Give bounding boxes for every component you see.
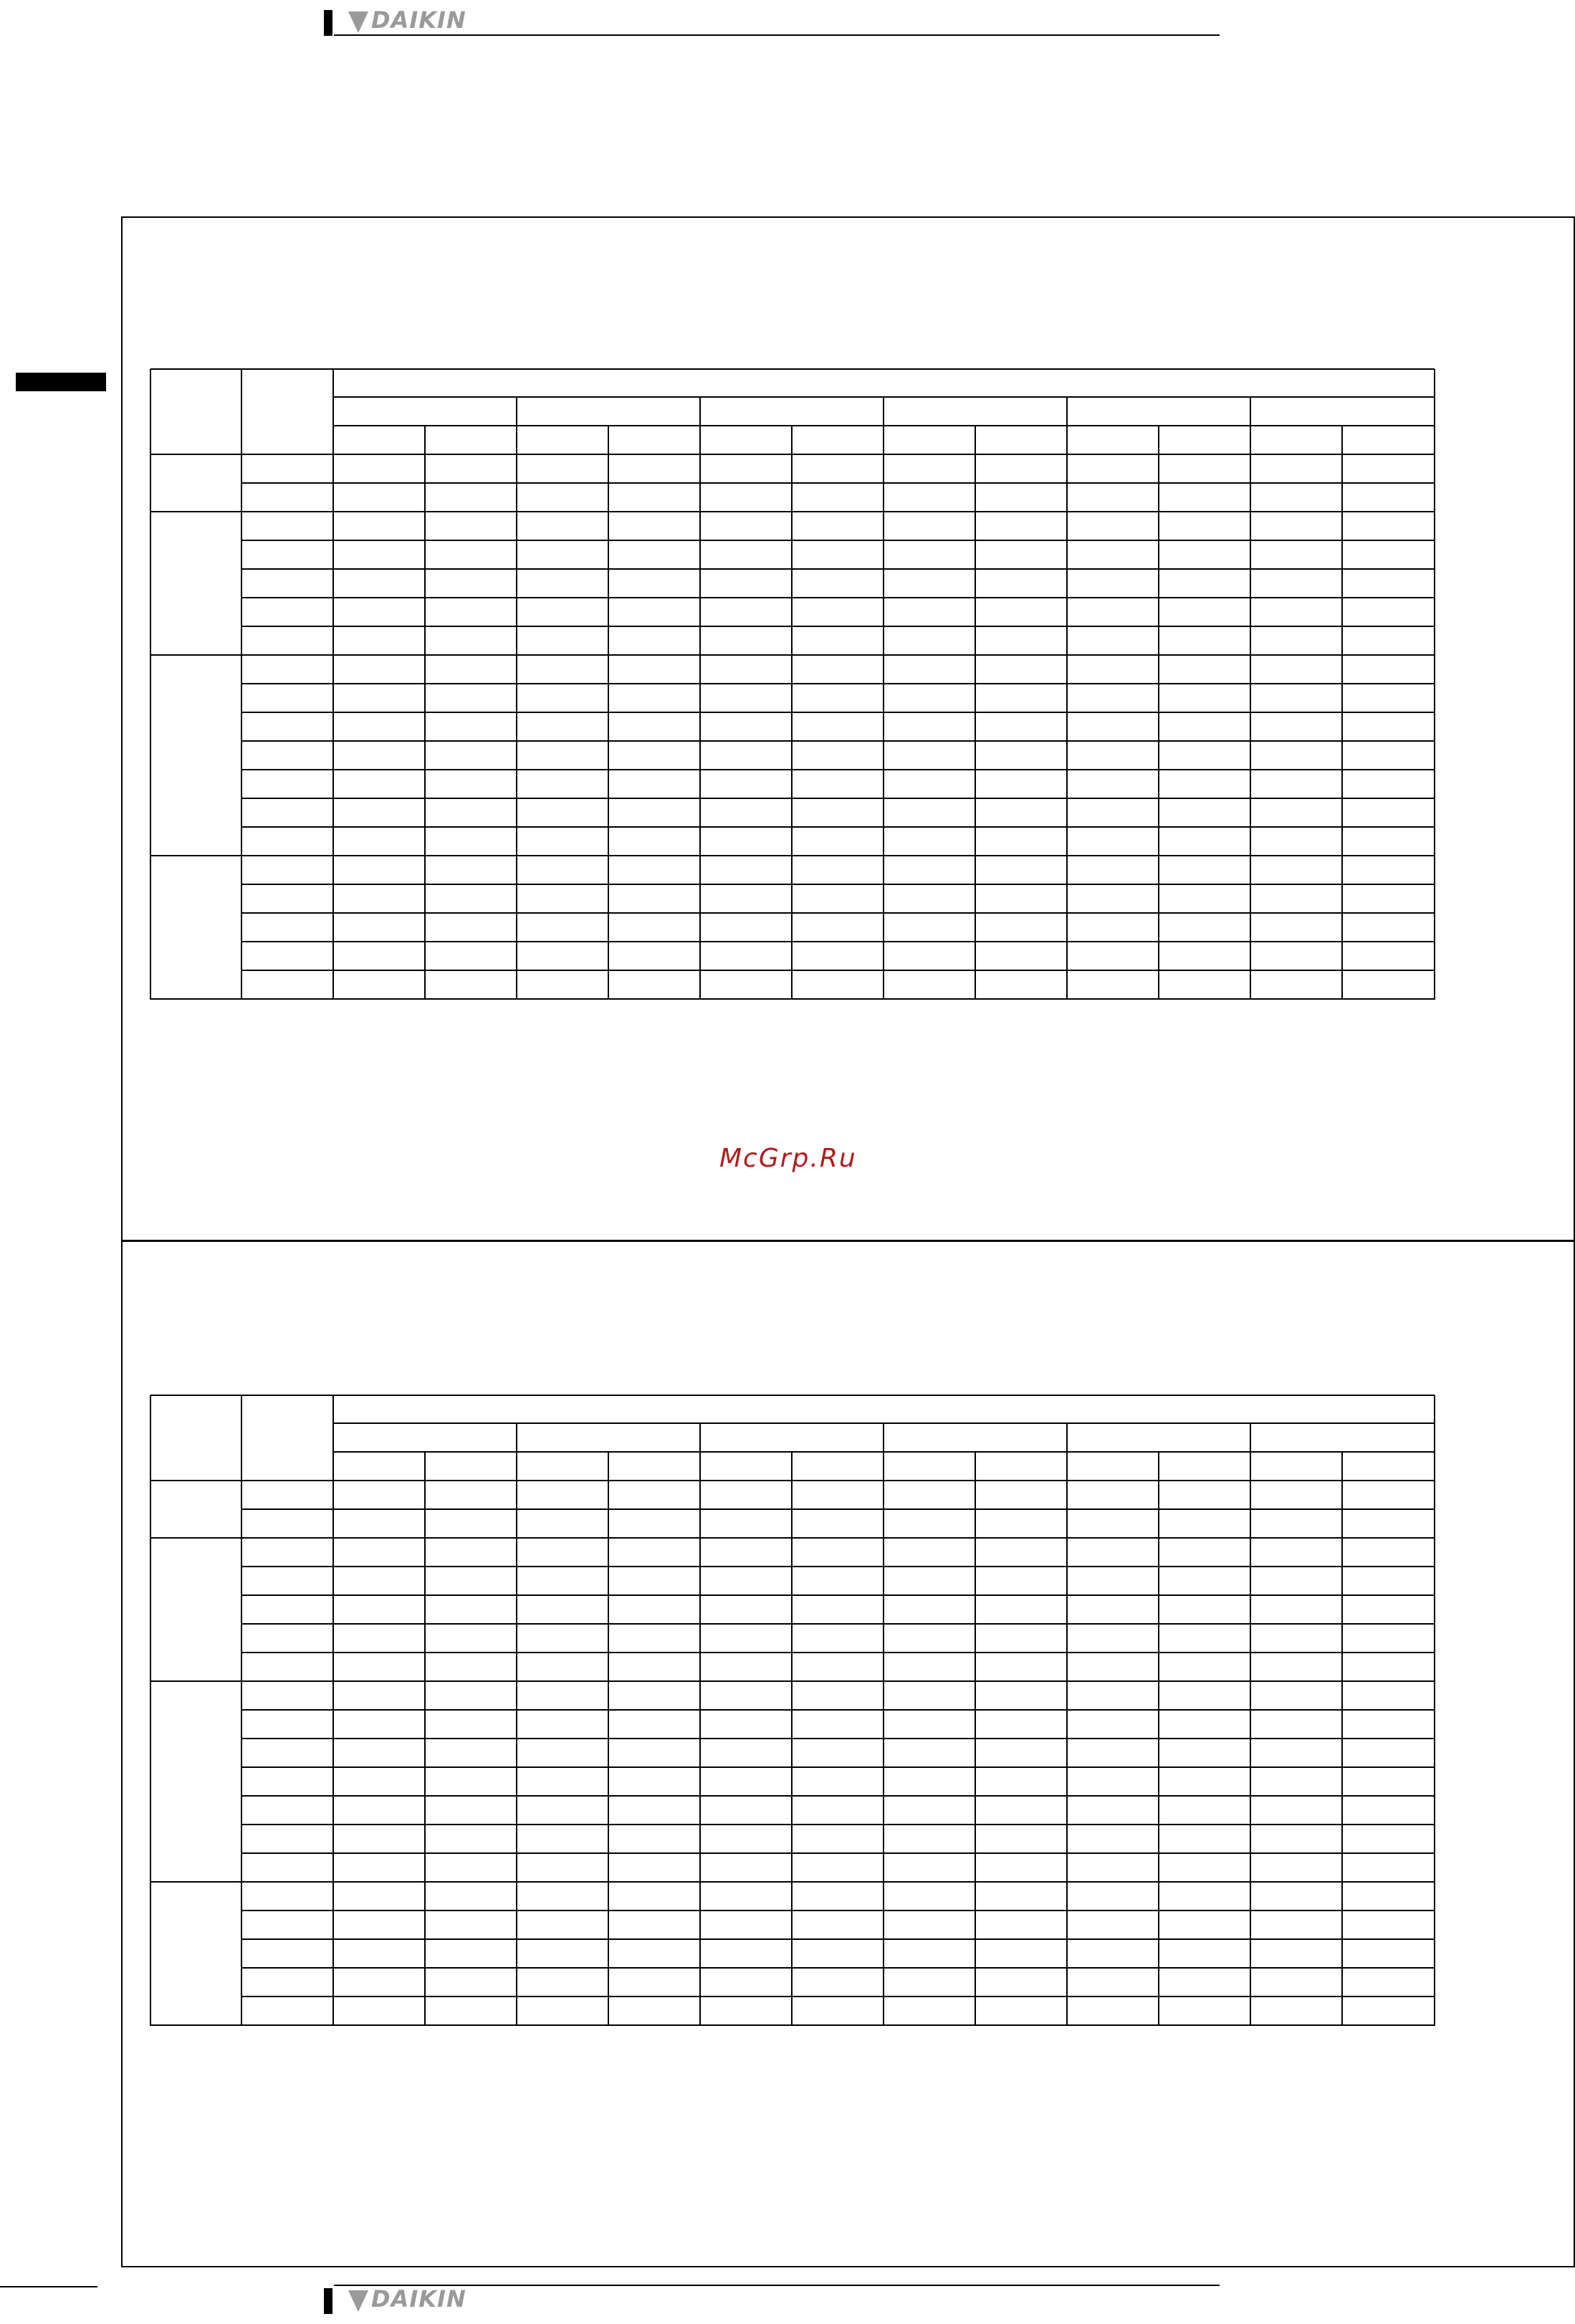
header-logo-mark [348, 11, 368, 33]
capacity-table-2 [150, 1395, 1435, 2028]
footer-rule [334, 2285, 1220, 2286]
footer-left-rule [0, 2286, 97, 2287]
header-logo-bar [324, 10, 332, 36]
panel-divider [121, 1240, 1575, 1242]
footer-logo-bar [324, 2288, 332, 2314]
section-tab-marker [16, 373, 106, 391]
watermark-text: McGrp.Ru [719, 1144, 857, 1173]
header-rule [334, 34, 1220, 36]
footer-logo-mark [348, 2290, 368, 2312]
capacity-table-1 [150, 368, 1435, 1002]
header-logo-text: DAIKIN [371, 6, 466, 34]
footer-logo-text: DAIKIN [371, 2285, 466, 2313]
